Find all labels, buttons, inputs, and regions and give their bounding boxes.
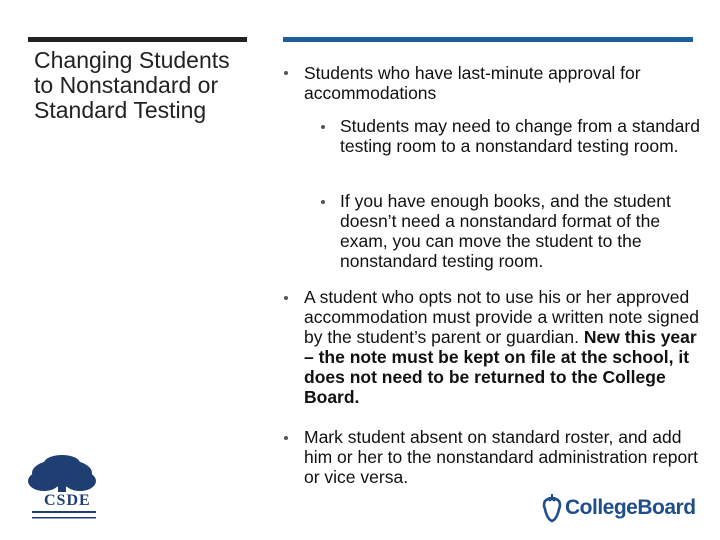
bullet-text: Mark student absent on standard roster, and add him or her to the nonstandard administration report or vice versa.	[304, 427, 698, 487]
college-board-logo-text: CollegeBoard	[565, 496, 696, 519]
acorn-icon	[541, 493, 563, 523]
bullet-text: Students who have last-minute approval for accommodations	[304, 63, 641, 103]
bullet-dot-icon	[284, 436, 288, 440]
content-divider-bar	[283, 37, 693, 42]
college-board-logo	[541, 493, 706, 527]
bullet-text-regular: A student who opts not to use his or her approved accommodation must provide a written note signed by the student’s parent or guardian.	[304, 287, 699, 347]
sub-bullet-text: If you have enough books, and the student doesn’t need a nonstandard format of the exam, you can move the student to the nonstandard testing room.	[340, 191, 671, 271]
bullet-dot-icon	[321, 125, 325, 129]
csde-logo-text: CSDE	[44, 492, 91, 509]
sub-bullet-text: Students may need to change from a standard testing room to a nonstandard testing room.	[340, 116, 700, 156]
bullet-dot-icon	[321, 200, 325, 204]
bullet-text-bold: New this year – the note must be kept on file at the school, it does not need to be returned to the College Board.	[304, 327, 697, 407]
csde-logo	[22, 455, 104, 525]
tree-icon	[22, 455, 104, 525]
slide-title: Changing Students to Nonstandard or Standard Testing	[34, 47, 230, 123]
bullet-text	[304, 287, 702, 407]
bullet-dot-icon	[284, 296, 288, 300]
title-divider-bar	[28, 37, 247, 42]
bullet-dot-icon	[284, 71, 288, 75]
